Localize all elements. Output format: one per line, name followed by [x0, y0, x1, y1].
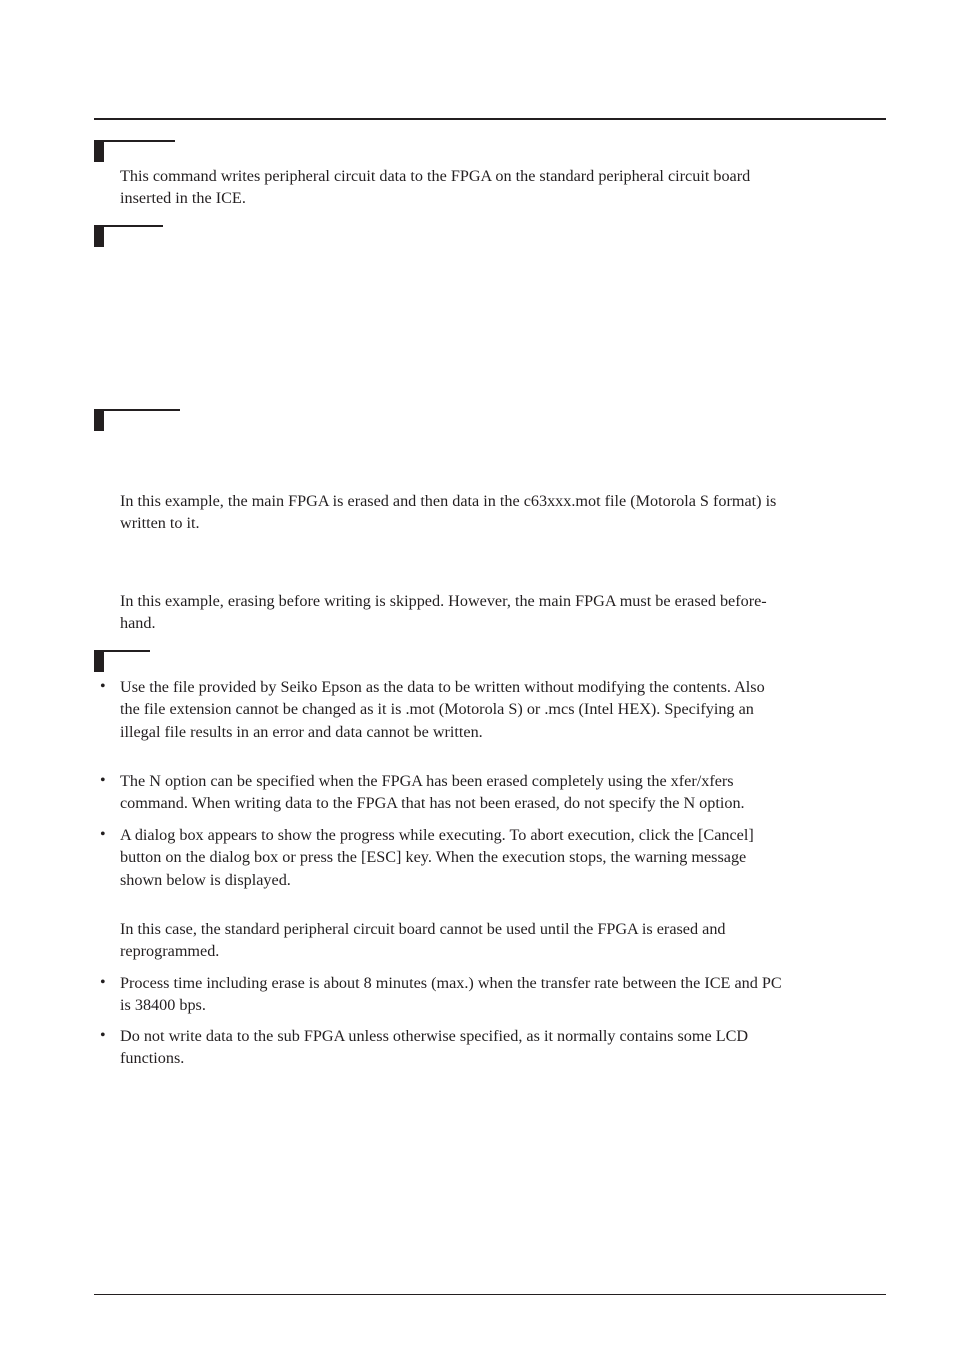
bullet-marker: •	[100, 974, 106, 991]
note-item-4: Process time including erase is about 8 minutes (max.) when the transfer rate between the ICE and PC is 38400 bps.	[120, 974, 782, 1015]
note-item-1: Use the file provided by Seiko Epson as the data to be written without modifying the contents. Also the file extension cannot be changed as it is .mot (Motorola S) or .mcs (Intel HEX). Specifying an illegal file results in an error and data cannot be written.	[120, 678, 765, 741]
note-3-continuation: In this case, the standard peripheral circuit board cannot be used until the FPGA is erased and reprogrammed.	[120, 920, 726, 961]
note-item-3: A dialog box appears to show the progress while executing. To abort execution, click the [Cancel] button on the dialog box or press the [ESC] key. When the execution stops, the warning message shown below is displayed.	[120, 826, 754, 889]
function-paragraph: This command writes peripheral circuit data to the FPGA on the standard peripheral circuit board inserted in the ICE.	[120, 167, 751, 208]
bullet-marker: •	[100, 678, 106, 695]
note-item-5: Do not write data to the sub FPGA unless otherwise specified, as it normally contains some LCD functions.	[120, 1027, 749, 1068]
bullet-marker: •	[100, 1027, 106, 1044]
header-rule	[94, 118, 886, 120]
bullet-marker: •	[100, 826, 106, 843]
footer-rule	[94, 1294, 886, 1295]
example-1-description: In this example, the main FPGA is erased and then data in the c63xxx.mot file (Motorola S format) is written to it.	[120, 492, 777, 533]
note-item-2: The N option can be specified when the FPGA has been erased completely using the xfer/xfers command. When writing data to the FPGA that has not been erased, do not specify the N option.	[120, 772, 745, 813]
example-2-description: In this example, erasing before writing is skipped. However, the main FPGA must be erased before- hand.	[120, 592, 767, 633]
bullet-marker: •	[100, 772, 106, 789]
